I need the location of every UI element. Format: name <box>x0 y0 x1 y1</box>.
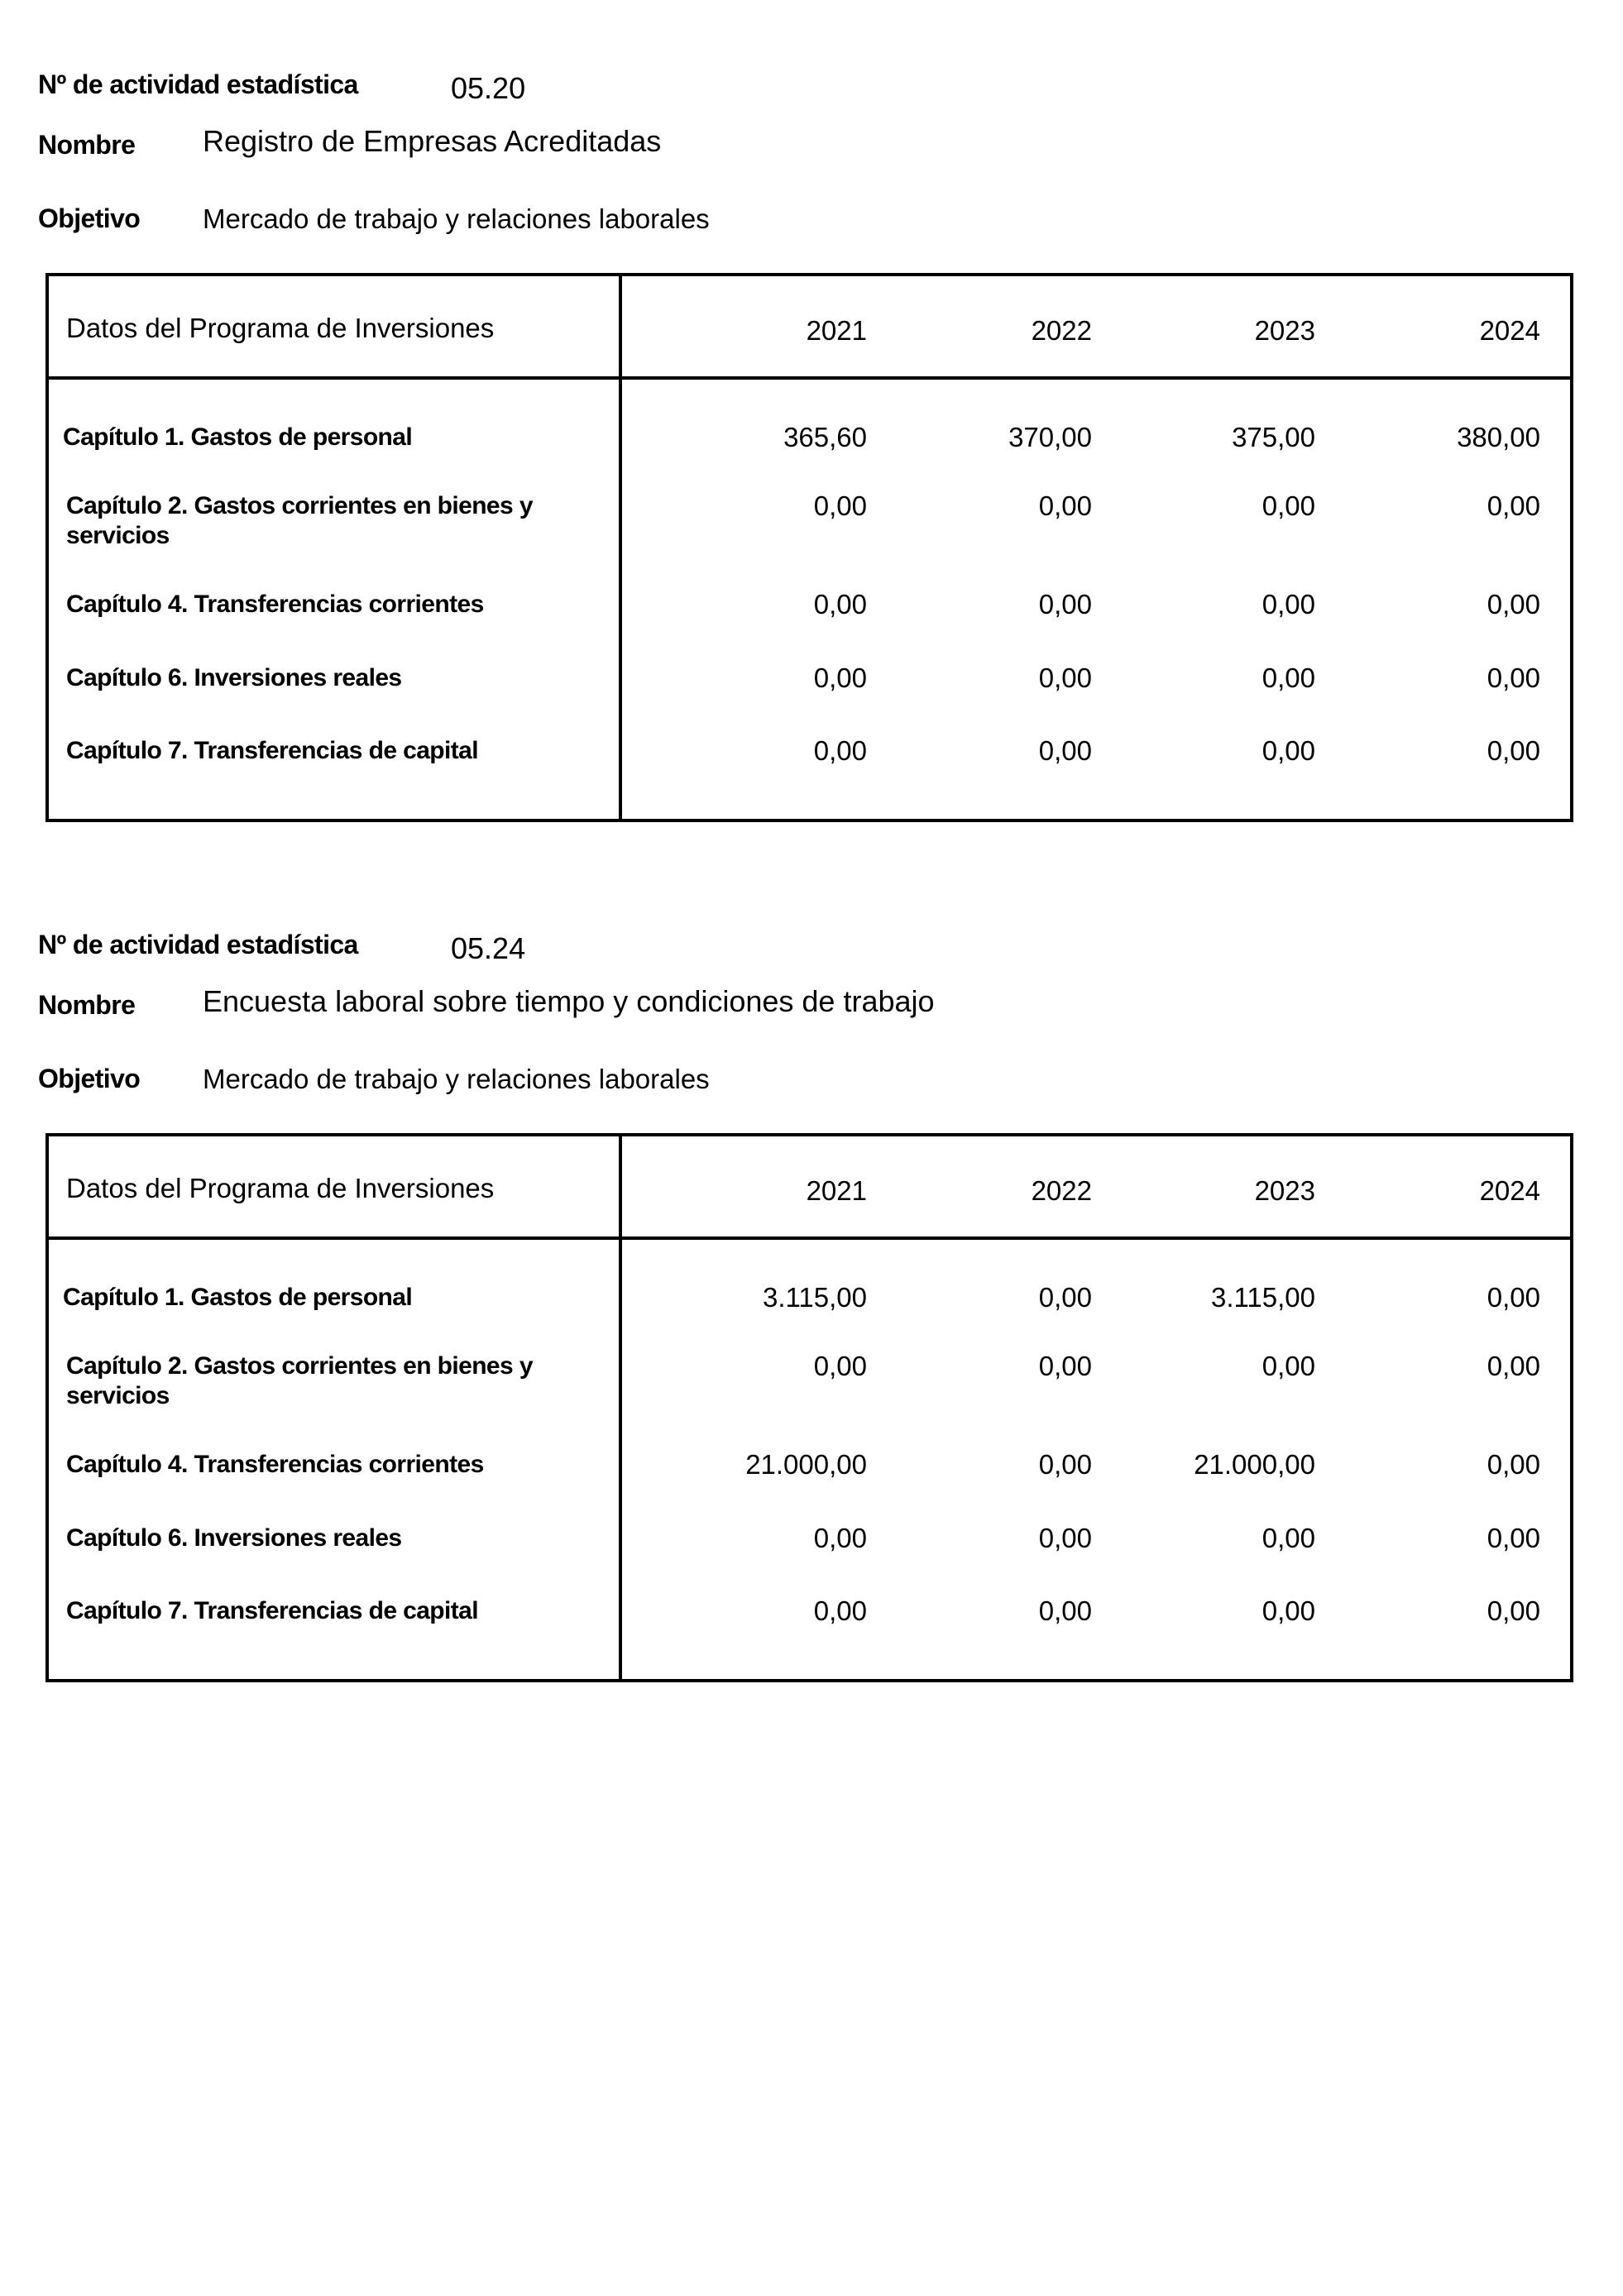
objective-value: Mercado de trabajo y relaciones laborales <box>203 203 710 234</box>
table-cell: 0,00 <box>1262 1351 1315 1381</box>
row-label: Capítulo 4. Transferencias corrientes <box>66 591 484 618</box>
activity-number-label: Nº de actividad estadística <box>38 930 358 959</box>
table-cell: 0,00 <box>1038 589 1092 619</box>
row-label: Capítulo 1. Gastos de personal <box>63 423 413 451</box>
row-label: Capítulo 7. Transferencias de capital <box>66 1597 478 1624</box>
table-cell: 0,00 <box>1038 735 1092 766</box>
table-cell: 0,00 <box>813 589 867 619</box>
table-header-year: 2023 <box>1254 1175 1315 1206</box>
objective-value: Mercado de trabajo y relaciones laborales <box>203 1064 710 1094</box>
table-cell: 0,00 <box>1262 735 1315 766</box>
table-cell: 3.115,00 <box>1210 1282 1315 1313</box>
table-header-year: 2024 <box>1479 315 1540 346</box>
table-header-year: 2024 <box>1479 1175 1540 1206</box>
table-cell: 21.000,00 <box>745 1449 867 1480</box>
table-cell: 0,00 <box>1487 1595 1540 1626</box>
name-value: Encuesta laboral sobre tiempo y condiciones de trabajo <box>203 984 935 1018</box>
row-label: Capítulo 6. Inversiones reales <box>66 664 402 691</box>
table-cell: 0,00 <box>1487 1351 1540 1381</box>
table-cell: 0,00 <box>1487 490 1540 521</box>
objective-label: Objetivo <box>38 1064 141 1093</box>
row-label: Capítulo 2. Gastos corrientes en bienes y servicios <box>66 492 533 549</box>
table-cell: 0,00 <box>813 1595 867 1626</box>
table-cell: 0,00 <box>1038 1595 1092 1626</box>
table-cell: 0,00 <box>813 662 867 693</box>
name-value: Registro de Empresas Acreditadas <box>203 124 662 158</box>
table-cell: 0,00 <box>1487 589 1540 619</box>
table-cell: 370,00 <box>1008 422 1092 452</box>
table-cell: 0,00 <box>1038 1282 1092 1313</box>
objective-label: Objetivo <box>38 203 141 233</box>
activity-number-value: 05.24 <box>451 931 526 965</box>
table-cell: 21.000,00 <box>1194 1449 1315 1480</box>
activity-number-label: Nº de actividad estadística <box>38 69 358 99</box>
row-label: Capítulo 2. Gastos corrientes en bienes y servicios <box>66 1352 533 1409</box>
table-cell: 375,00 <box>1232 422 1315 452</box>
table-cell: 0,00 <box>813 735 867 766</box>
table-header-divider <box>49 376 1570 380</box>
row-label: Capítulo 1. Gastos de personal <box>63 1284 413 1311</box>
table-header-year: 2021 <box>806 1175 867 1206</box>
table-cell: 0,00 <box>1487 662 1540 693</box>
table-header-year: 2022 <box>1031 315 1092 346</box>
table-cell: 0,00 <box>1038 490 1092 521</box>
table-cell: 0,00 <box>1487 1449 1540 1480</box>
table-cell: 365,60 <box>783 422 867 452</box>
row-label: Capítulo 7. Transferencias de capital <box>66 737 478 764</box>
table-header-year: 2023 <box>1254 315 1315 346</box>
table-header-label: Datos del Programa de Inversiones <box>66 1173 495 1203</box>
name-label: Nombre <box>38 130 136 160</box>
row-label: Capítulo 4. Transferencias corrientes <box>66 1451 484 1478</box>
investment-table <box>45 273 1573 822</box>
row-label: Capítulo 6. Inversiones reales <box>66 1524 402 1552</box>
table-column-divider <box>619 276 622 819</box>
table-cell: 0,00 <box>1262 1523 1315 1553</box>
table-cell: 0,00 <box>1262 1595 1315 1626</box>
table-cell: 0,00 <box>1487 1282 1540 1313</box>
table-cell: 0,00 <box>1038 1523 1092 1553</box>
table-cell: 0,00 <box>1038 1351 1092 1381</box>
table-header-label: Datos del Programa de Inversiones <box>66 313 495 343</box>
table-header-year: 2021 <box>806 315 867 346</box>
table-cell: 0,00 <box>1487 735 1540 766</box>
table-column-divider <box>619 1136 622 1679</box>
table-cell: 0,00 <box>1038 662 1092 693</box>
table-cell: 0,00 <box>813 1351 867 1381</box>
table-cell: 0,00 <box>1487 1523 1540 1553</box>
table-header-divider <box>49 1236 1570 1240</box>
name-label: Nombre <box>38 990 136 1020</box>
investment-table <box>45 1133 1573 1682</box>
activity-number-value: 05.20 <box>451 71 526 105</box>
table-header-year: 2022 <box>1031 1175 1092 1206</box>
table-cell: 380,00 <box>1457 422 1540 452</box>
table-cell: 0,00 <box>1038 1449 1092 1480</box>
table-cell: 0,00 <box>813 490 867 521</box>
table-cell: 0,00 <box>1262 662 1315 693</box>
table-cell: 0,00 <box>1262 589 1315 619</box>
table-cell: 0,00 <box>1262 490 1315 521</box>
table-cell: 0,00 <box>813 1523 867 1553</box>
table-cell: 3.115,00 <box>762 1282 867 1313</box>
